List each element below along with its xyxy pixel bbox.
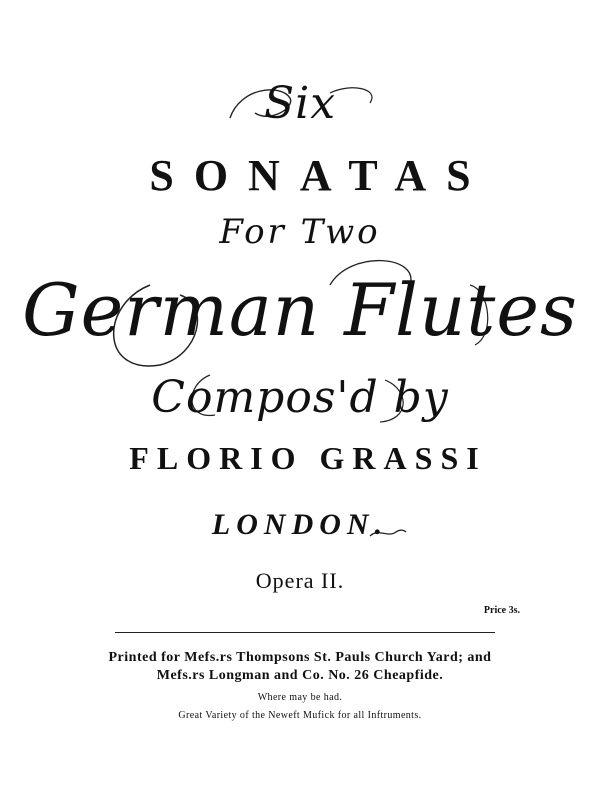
opus-number: Opera II. [255, 568, 345, 593]
title-sonatas: SONATAS [149, 151, 491, 200]
composer-name: FLORIO GRASSI [129, 440, 487, 476]
imprint-line-1: Printed for Mefs.rs Thompsons St. Pauls Church Yard; and [108, 650, 492, 665]
title-instruments: German Flutes [22, 268, 578, 352]
title-composed-by: Compos'd by [151, 372, 449, 423]
price-label: Price 3s. [483, 605, 520, 616]
publication-city: LONDON. [211, 508, 389, 541]
divider-rule [115, 632, 495, 633]
title-six: Six [263, 78, 337, 129]
title-for-two: For Two [219, 212, 381, 252]
imprint-line-4: Great Variety of the Neweft Mufick for all Inftruments. [178, 710, 422, 721]
imprint-line-2: Mefs.rs Longman and Co. No. 26 Cheapfide. [156, 668, 444, 683]
imprint-line-3: Where may be had. [257, 692, 343, 703]
